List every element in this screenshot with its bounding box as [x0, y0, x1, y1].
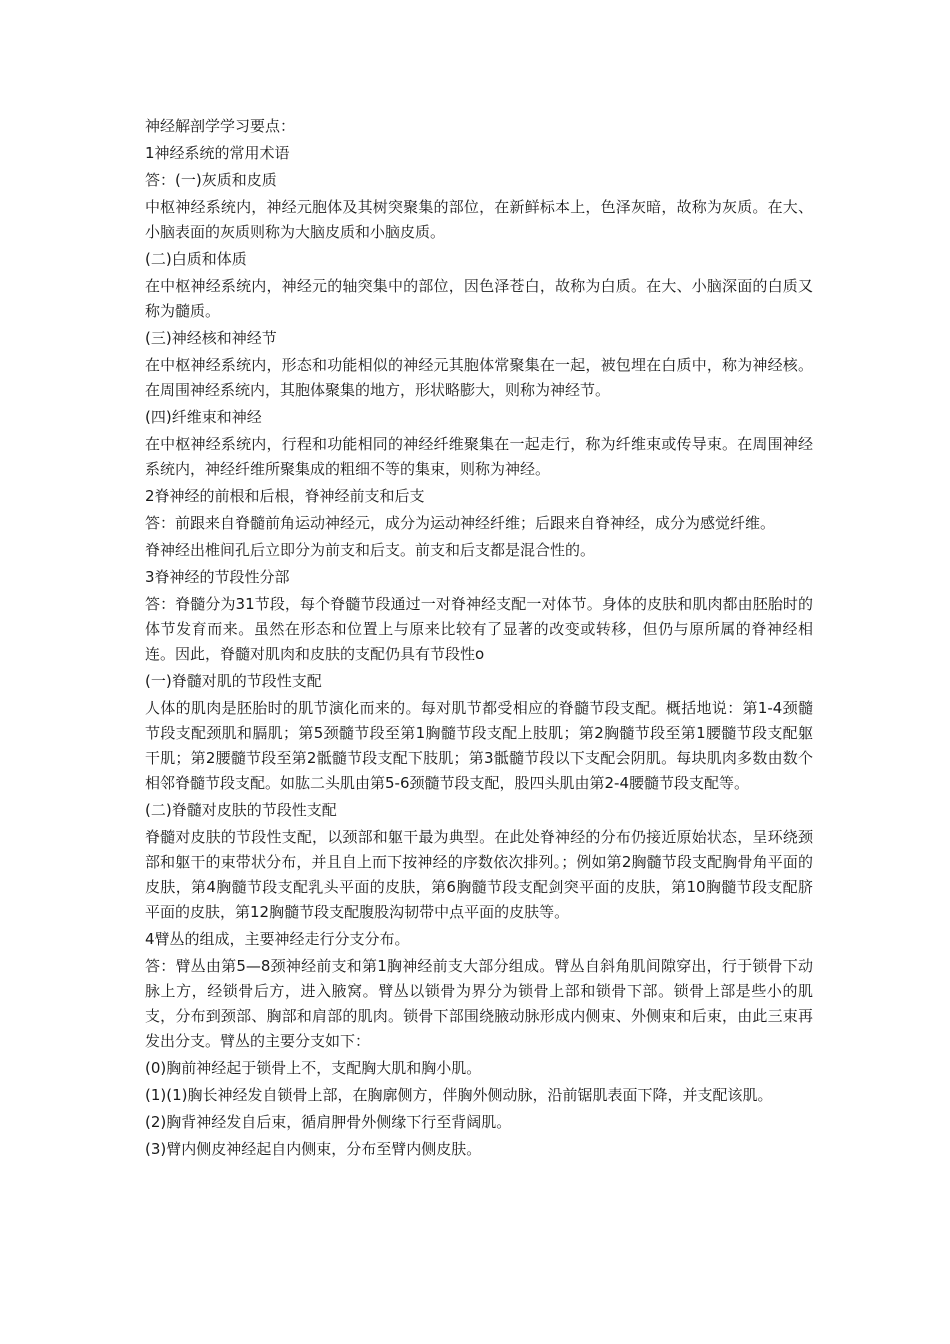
body-paragraph: 在中枢神经系统内，行程和功能相同的神经纤维聚集在一起走行，称为纤维束或传导束。在周围神经系统内，神经纤维所聚集成的粗细不等的集束，则称为神经。: [145, 435, 813, 478]
list-item: (1)(1)胸长神经发自锁骨上部，在胸廓侧方，伴胸外侧动脉，沿前锯肌表面下降，并支配该肌。: [145, 1086, 773, 1104]
list-item: (2)胸背神经发自后束，循肩胛骨外侧缘下行至背阔肌。: [145, 1113, 512, 1131]
body-paragraph: 脊神经出椎间孔后立即分为前支和后支。前支和后支都是混合性的。: [145, 541, 596, 559]
body-paragraph: 在中枢神经系统内，形态和功能相似的神经元其胞体常聚集在一起，被包埋在白质中，称为神经核。在周围神经系统内，其胞体聚集的地方，形状略膨大，则称为神经节。: [145, 356, 813, 399]
body-paragraph: 人体的肌肉是胚胎时的肌节演化而来的。每对肌节都受相应的脊髓节段支配。概括地说：第1-4颈髓节段支配颈肌和膈肌；第5颈髓节段至第1胸髓节段支配上肢肌；第2胸髓节段至第1腰髓节段支配躯干肌；第2腰髓节段至第2骶髓节段支配下肢肌；第3骶髓节段以下支配会阴肌。每块肌肉多数由数个相邻脊髓节段支配。如肱二头肌由第5-6颈髓节段支配，股四头肌由第2-4腰髓节段支配等。: [145, 699, 813, 792]
section-heading-4: 4臂丛的组成，主要神经走行分支分布。: [145, 930, 410, 948]
body-paragraph: 在中枢神经系统内，神经元的轴突集中的部位，因色泽苍白，故称为白质。在大、小脑深面的白质又称为髓质。: [145, 277, 813, 320]
answer-line: 答：臂丛由第5—8颈神经前支和第1胸神经前支大部分组成。臂丛自斜角肌间隙穿出，行于锁骨下动脉上方，经锁骨后方，进入腋窝。臂丛以锁骨为界分为锁骨上部和锁骨下部。锁骨上部是些小的肌支，分布到颈部、胸部和肩部的肌肉。锁骨下部围绕腋动脉形成内侧束、外侧束和后束，由此三束再发出分支。臂丛的主要分支如下：: [145, 957, 813, 1050]
subheading: (二)脊髓对皮肤的节段性支配: [145, 801, 337, 819]
subheading: (四)纤维束和神经: [145, 408, 262, 426]
section-heading-1: 1神经系统的常用术语: [145, 144, 290, 162]
answer-line: 答：脊髓分为31节段，每个脊髓节段通过一对脊神经支配一对体节。身体的皮肤和肌肉都由胚胎时的体节发育而来。虽然在形态和位置上与原来比较有了显著的改变或转移，但仍与原所属的脊神经相连。因此，脊髓对肌肉和皮肤的支配仍具有节段性o: [145, 595, 813, 663]
section-heading-3: 3脊神经的节段性分部: [145, 568, 290, 586]
list-item: (0)胸前神经起于锁骨上不，支配胸大肌和胸小肌。: [145, 1059, 482, 1077]
answer-line: 答：前跟来自脊髓前角运动神经元，成分为运动神经纤维；后跟来自脊神经，成分为感觉纤维。: [145, 514, 776, 532]
subheading: (三)神经核和神经节: [145, 329, 277, 347]
section-heading-2: 2脊神经的前根和后根，脊神经前支和后支: [145, 487, 425, 505]
subheading: (二)白质和体质: [145, 250, 247, 268]
body-paragraph: 脊髓对皮肤的节段性支配，以颈部和躯干最为典型。在此处脊神经的分布仍接近原始状态，呈环绕颈部和躯干的束带状分布，并且自上而下按神经的序数依次排列。；例如第2胸髓节段支配胸骨角平面的皮肤，第4胸髓节段支配乳头平面的皮肤，第6胸髓节段支配剑突平面的皮肤，第10胸髓节段支配脐平面的皮肤，第12胸髓节段支配腹股沟韧带中点平面的皮肤等。: [145, 828, 813, 921]
subheading: (一)脊髓对肌的节段性支配: [145, 672, 322, 690]
body-paragraph: 中枢神经系统内，神经元胞体及其树突聚集的部位，在新鲜标本上，色泽灰暗，故称为灰质。在大、小脑表面的灰质则称为大脑皮质和小脑皮质。: [145, 198, 813, 241]
doc-title: 神经解剖学学习要点：: [145, 117, 296, 135]
answer-line: 答：(一)灰质和皮质: [145, 171, 277, 189]
document-body: [145, 114, 813, 1164]
list-item: (3)臂内侧皮神经起自内侧束，分布至臂内侧皮肤。: [145, 1140, 482, 1158]
